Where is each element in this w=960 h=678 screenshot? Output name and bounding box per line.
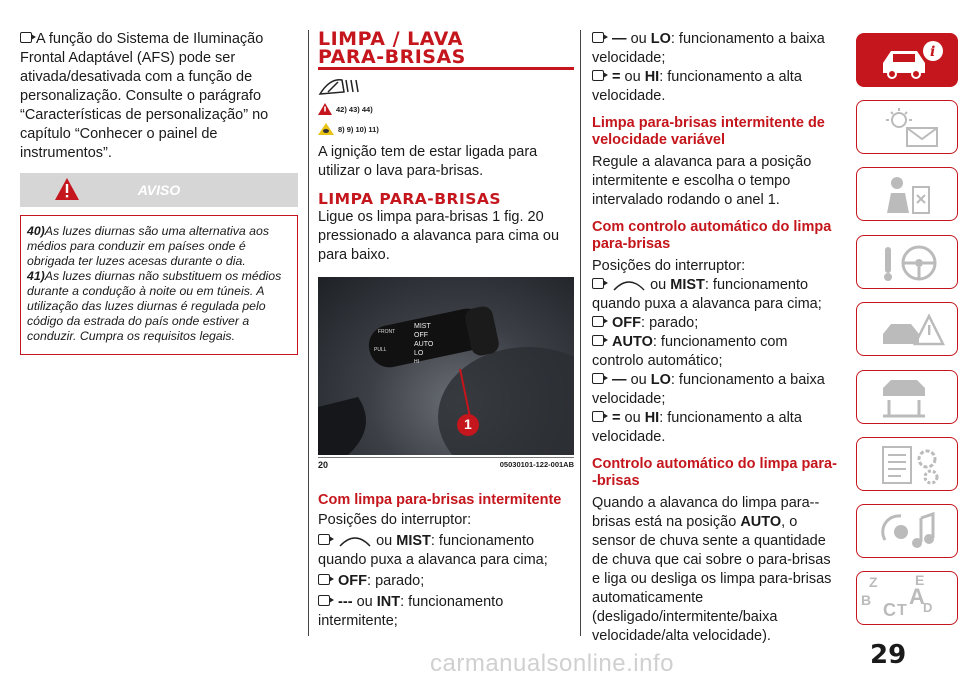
bullet-arrow-icon [592, 335, 604, 346]
position-auto: AUTO: funcionamento com controlo automático; [592, 334, 788, 369]
column-divider-right [580, 30, 581, 636]
tab-safety[interactable] [856, 167, 958, 221]
variable-speed-text: Regule a alavanca para a posição intermitente e escolha o tempo intervalado rodando o anel 1. [592, 154, 812, 208]
note-41: 41)As luzes diurnas não substituem os médios durante a condução à noite ou em túneis. A utilização das luzes diurnas é regulada pelo código da estrada do país onde estiver a conduzir. Cumpra os requisitos legais. [27, 269, 282, 343]
index-letter-c: C [883, 600, 896, 620]
tab-multimedia[interactable] [856, 504, 958, 558]
subsection-title: LIMPA PARA-BRISAS [318, 190, 502, 208]
note-40: 40)As luzes diurnas são uma alternativa aos médios para conduzir em países onde é obrigada ter luzes acesas durante o dia. [27, 224, 269, 268]
auto-control-detail-text: Quando a alavanca do limpa para--brisas está na posição AUTO, o sensor de chuva sente a quantidade de chuva que cai sobre o para-brisas e liga ou desliga os limpa para-brisas automaticamente (desligado/intermitente/baixa velocidade/alta velocidade). [592, 495, 832, 644]
mist-wiper-icon [338, 533, 372, 547]
figure-number: 20 [318, 460, 329, 470]
mist-wiper-icon [612, 277, 646, 291]
car-lift-icon [877, 376, 947, 420]
auto-control-title: Com controlo automático do limpa para-brisas [592, 219, 832, 252]
steering-wheel-icon [877, 241, 947, 285]
intermittent-title: Com limpa para-brisas intermitente [318, 492, 562, 508]
tab-maintenance[interactable] [856, 370, 958, 424]
position-off: OFF: parado; [592, 314, 840, 333]
afs-paragraph: A função do Sistema de Iluminação Frontal Adaptável (AFS) pode ser ativada/desativada com a função de personalização. Consulte o parágrafo “Características de personalização” no capítulo “Conhecer o painel de instrumentos”. [20, 31, 269, 161]
warning-refs: 42) 43) 44) [318, 103, 574, 115]
bullet-arrow-icon [592, 316, 604, 327]
index-letter-a: A [909, 584, 925, 609]
index-letter-z: Z [869, 574, 878, 590]
figure-code: 05030101-122-001AB [499, 460, 574, 469]
aviso-title: AVISO [137, 182, 181, 198]
variable-speed-title: Limpa para-brisas intermitente de velocidade variável [592, 115, 825, 148]
wiper-intro: Ligue os limpa para-brisas 1 fig. 20 pressionado a alavanca para cima ou para baixo. [318, 209, 560, 263]
aviso-box [20, 215, 298, 355]
car-info-icon [877, 39, 947, 83]
svg-text:i: i [930, 44, 936, 60]
warning-lights-icon [877, 106, 947, 150]
small-warning-icon [318, 103, 332, 115]
index-letter-t: T [897, 602, 907, 619]
bullet-arrow-icon [592, 411, 604, 422]
note-refs: 8) 9) 10) 11) [318, 123, 574, 135]
bullet-arrow-icon [20, 32, 32, 43]
small-note-icon [318, 123, 334, 135]
bullet-arrow-icon [592, 70, 604, 81]
tab-technical-data[interactable] [856, 437, 958, 491]
tab-driving[interactable] [856, 235, 958, 289]
maintenance-icon [877, 443, 947, 487]
bullet-arrow-icon [592, 278, 604, 289]
section-title: LIMPA / LAVA PARA-BRISAS [318, 28, 466, 68]
tab-warning-lights[interactable] [856, 100, 958, 154]
positions-label: Posições do interruptor: [318, 512, 472, 528]
ignition-text: A ignição tem de estar ligada para utilizar o lava para-brisas. [318, 144, 538, 179]
position-hi: = ou HI: funcionamento a alta velocidade. [592, 69, 802, 104]
page-number: 29 [870, 640, 907, 670]
position-lo: — ou LO: funcionamento a baixa velocidade; [592, 372, 825, 407]
bullet-arrow-icon [592, 32, 604, 43]
position-lo: — ou LO: funcionamento a baixa velocidade; [592, 31, 825, 66]
column-divider-left [308, 30, 309, 636]
index-letter-e: E [915, 572, 925, 588]
aviso-header [20, 173, 298, 207]
positions-label: Posições do interruptor: [592, 258, 746, 274]
position-mist: ou MIST: funcionamento quando puxa a alavanca para cima; [318, 533, 548, 568]
bullet-arrow-icon [318, 595, 330, 606]
column-right [592, 30, 840, 646]
watermark: carmanualsonline.info [430, 650, 674, 677]
wiper-symbol-icon [318, 76, 362, 96]
tab-emergency[interactable] [856, 302, 958, 356]
tab-car-info[interactable] [856, 33, 958, 87]
fig-label-hi: HI [414, 359, 419, 365]
bullet-arrow-icon [318, 574, 330, 585]
bullet-arrow-icon [592, 373, 604, 384]
column-middle [318, 30, 574, 631]
bullet-arrow-icon [318, 534, 330, 545]
fig-label-lo: LO [414, 350, 424, 357]
position-int: --- ou INT: funcionamento intermitente; [318, 594, 504, 629]
column-left [20, 30, 298, 355]
fig-label-mist: MIST [414, 323, 431, 330]
position-off: OFF: parado; [318, 572, 574, 591]
index-letter-b: B [861, 592, 872, 608]
fig-label-auto: AUTO [414, 341, 434, 348]
figure-caption [318, 457, 574, 470]
breakdown-icon [877, 308, 947, 352]
fig-label-pull: PULL [374, 347, 387, 353]
fig-label-off: OFF [414, 332, 428, 339]
fig-callout-1: 1 [464, 416, 472, 432]
auto-control-detail-title: Controlo automático do limpa para--brisas [592, 456, 837, 489]
safety-icon [877, 173, 947, 217]
tab-index[interactable] [856, 571, 958, 625]
multimedia-icon [877, 510, 947, 554]
figure-20-photo [318, 277, 574, 455]
fig-label-front: FRONT [378, 329, 396, 335]
index-letter-d: D [923, 600, 933, 615]
position-mist: ou MIST: funcionamento quando puxa a alavanca para cima; [592, 277, 822, 312]
position-hi: = ou HI: funcionamento a alta velocidade. [592, 410, 802, 445]
